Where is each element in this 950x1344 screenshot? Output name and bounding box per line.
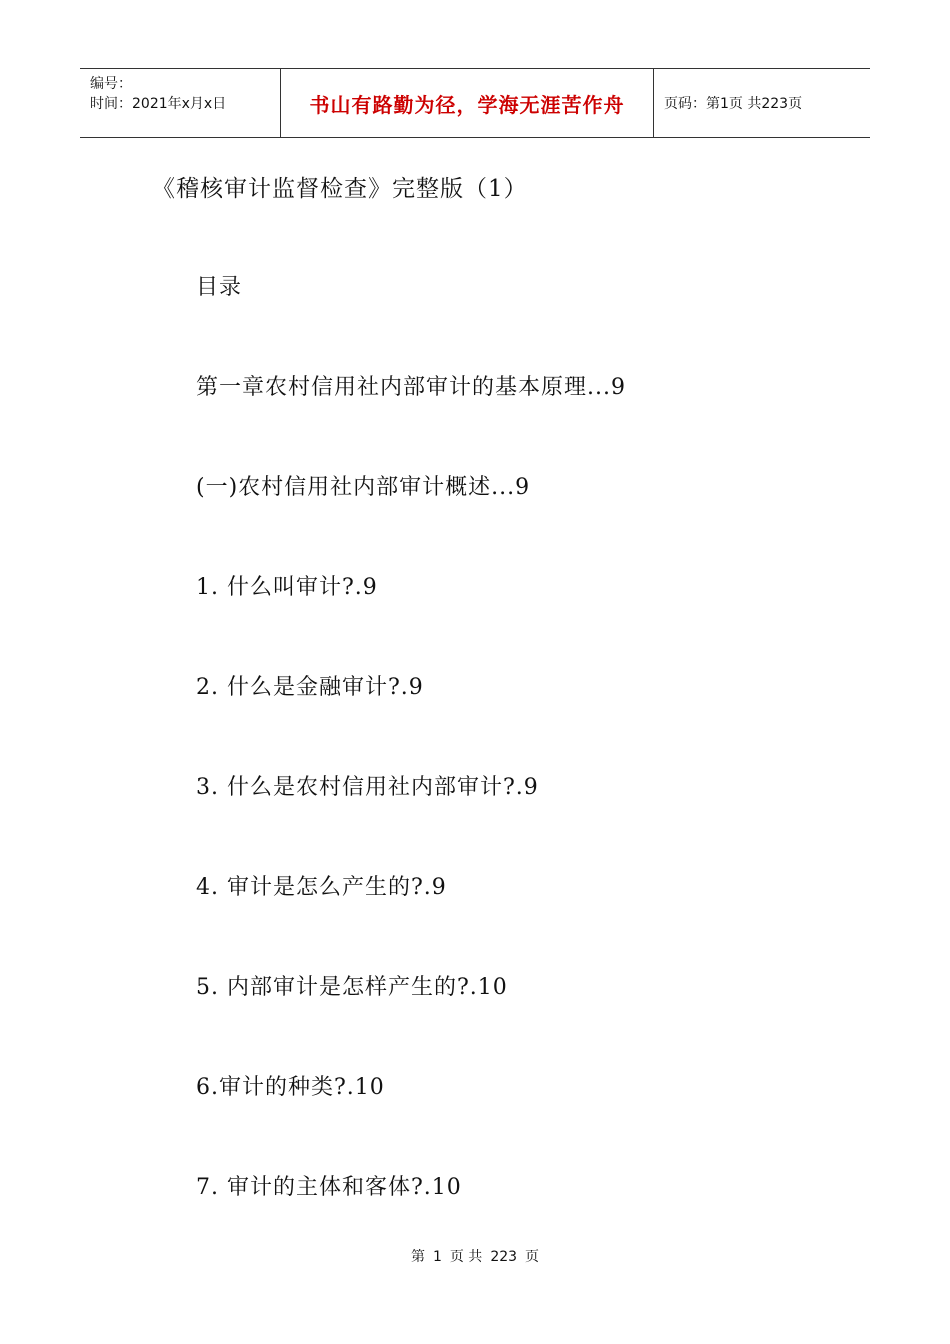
number-label: 编号：: [90, 76, 132, 92]
header-page-cell: [654, 69, 870, 137]
footer-suffix: 页: [525, 1249, 540, 1265]
time-label: 时间：2021年x月x日: [90, 96, 227, 112]
header-motto-cell: [281, 69, 654, 137]
document-title: 《稽核审计监督检查》完整版（1）: [152, 176, 528, 202]
toc-item: 3. 什么是农村信用社内部审计?.9: [196, 775, 539, 800]
toc-heading: 目录: [196, 275, 243, 300]
toc-item: 6.审计的种类?.10: [196, 1075, 385, 1100]
footer-total-pages: 223: [490, 1249, 518, 1265]
motto-text: 书山有路勤为径，学海无涯苦作舟: [309, 92, 625, 117]
page-footer: [0, 1246, 950, 1266]
page-header: [80, 68, 870, 138]
toc-item: 2. 什么是金融审计?.9: [196, 675, 424, 700]
toc-item: 5. 内部审计是怎样产生的?.10: [196, 975, 508, 1000]
toc-item: (一)农村信用社内部审计概述...9: [196, 475, 531, 500]
footer-page-number: 1: [432, 1249, 442, 1265]
header-meta-cell: [80, 69, 281, 137]
page-info: 页码：第1页 共223页: [664, 96, 803, 112]
footer-mid: 页 共: [449, 1249, 483, 1265]
toc-item: 7. 审计的主体和客体?.10: [196, 1175, 462, 1200]
toc-item: 4. 审计是怎么产生的?.9: [196, 875, 447, 900]
toc-item: 1. 什么叫审计?.9: [196, 575, 378, 600]
toc-item: 第一章农村信用社内部审计的基本原理...9: [196, 375, 626, 400]
footer-prefix: 第: [410, 1249, 425, 1265]
